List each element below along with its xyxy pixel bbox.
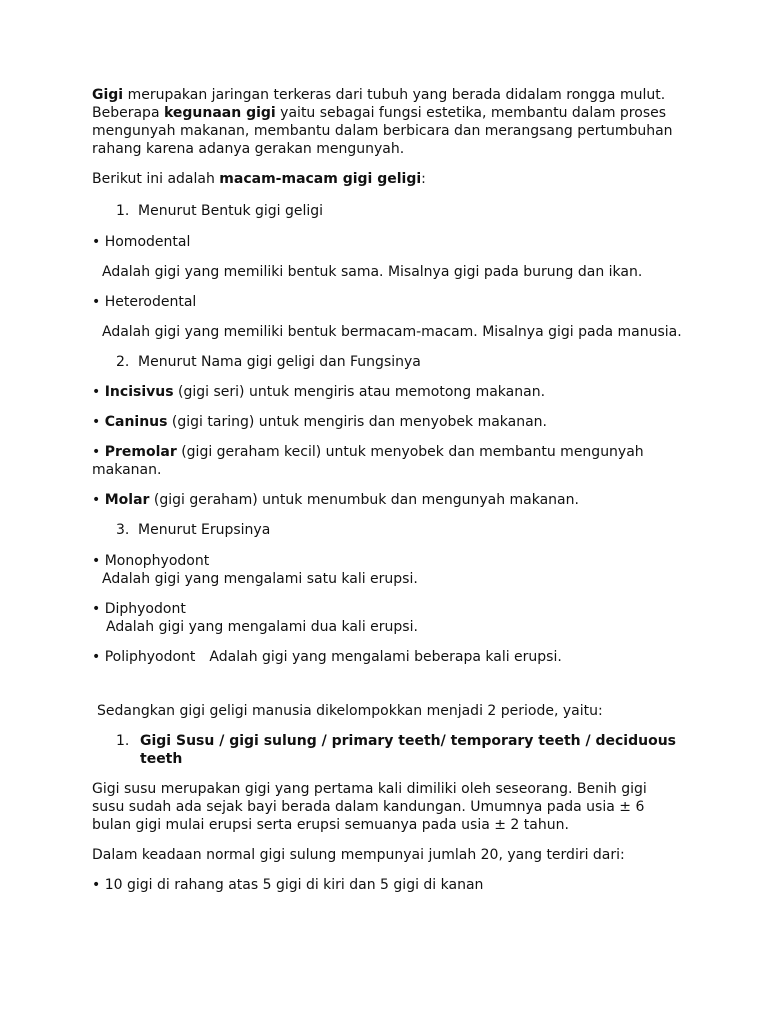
- section-1-heading: [92, 202, 682, 220]
- term-macam-gigi: macam-macam gigi geligi: [219, 171, 422, 187]
- types-intro-paragraph: [92, 170, 682, 188]
- term-caninus: Caninus: [104, 414, 168, 430]
- monophyodont-label: • Monophyodont: [92, 553, 210, 569]
- heterodental-desc-text: Adalah gigi yang memiliki bentuk bermacam-macam. Misalnya gigi pada manusia.: [102, 324, 682, 340]
- list-item-homodental-desc: Adalah gigi yang memiliki bentuk sama. Misalnya gigi pada burung dan ikan.: [102, 264, 643, 280]
- list-item-rahang-atas: • 10 gigi di rahang atas 5 gigi di kiri dan 5 gigi di kanan: [92, 877, 484, 893]
- poliphyodont-desc: Adalah gigi yang mengalami beberapa kali erupsi.: [209, 649, 562, 665]
- list-item-caninus: [92, 413, 682, 431]
- gigi-sulung-count-paragraph: Dalam keadaan normal gigi sulung mempunyai jumlah 20, yang terdiri dari:: [92, 847, 625, 863]
- intro-text-2: yaitu sebagai fungsi estetika, membantu dalam proses mengunyah makanan, membantu dalam berbicara dan merangsang pertumbuhan rahang karena adanya gerakan mengunyah.: [92, 105, 673, 157]
- section-3-number: 3.: [116, 522, 130, 538]
- list-item-diphyodont: [92, 600, 682, 636]
- term-molar: Molar: [104, 492, 150, 508]
- bullet: •: [92, 492, 105, 508]
- section-1-title: Menurut Bentuk gigi geligi: [138, 203, 324, 219]
- molar-desc: (gigi geraham) untuk menumbuk dan mengunyah makanan.: [149, 492, 579, 508]
- term-incisivus: Incisivus: [104, 384, 174, 400]
- intro-text-1: merupakan jaringan terkeras dari tubuh yang berada didalam rongga mulut. Beberapa: [92, 87, 666, 121]
- document-page: [92, 86, 682, 894]
- incisivus-desc: (gigi seri) untuk mengiris atau memotong makanan.: [173, 384, 546, 400]
- caninus-desc: (gigi taring) untuk mengiris dan menyobek makanan.: [167, 414, 547, 430]
- monophyodont-desc: Adalah gigi yang mengalami satu kali erupsi.: [102, 571, 418, 587]
- section-2-title: Menurut Nama gigi geligi dan Fungsinya: [138, 354, 421, 370]
- list-item-incisivus: [92, 383, 682, 401]
- list-item-molar: [92, 491, 682, 509]
- bullet: •: [92, 414, 105, 430]
- term-kegunaan-gigi: kegunaan gigi: [163, 105, 276, 121]
- list-item-heterodental-label: • Heterodental: [92, 294, 197, 310]
- premolar-desc: (gigi geraham kecil) untuk menyobek dan membantu mengunyah makanan.: [92, 444, 644, 478]
- term-premolar: Premolar: [104, 444, 177, 460]
- section-1-number: 1.: [116, 203, 130, 219]
- bullet: •: [92, 444, 105, 460]
- periods-intro-paragraph: Sedangkan gigi geligi manusia dikelompokkan menjadi 2 periode, yaitu:: [97, 703, 603, 719]
- list-item-poliphyodont: [92, 648, 682, 666]
- section-3-heading: [92, 521, 682, 539]
- types-intro-text: Berikut ini adalah: [92, 171, 220, 187]
- gigi-susu-paragraph: Gigi susu merupakan gigi yang pertama kali dimiliki oleh seseorang. Benih gigi susu sudah ada sejak bayi berada dalam kandungan. Umumnya pada usia ± 6 bulan gigi mulai erupsi serta erupsi semuanya pada usia ± 2 tahun.: [92, 781, 647, 833]
- section-4-number: 1.: [116, 733, 130, 749]
- section-2-heading: [92, 353, 682, 371]
- diphyodont-desc: Adalah gigi yang mengalami dua kali erupsi.: [106, 619, 418, 635]
- section-2-number: 2.: [116, 354, 130, 370]
- poliphyodont-label: • Poliphyodont: [92, 649, 196, 665]
- list-item-monophyodont: [92, 552, 682, 588]
- section-3-title: Menurut Erupsinya: [138, 522, 271, 538]
- types-intro-colon: :: [421, 171, 426, 187]
- list-item-homodental-label: • Homodental: [92, 234, 191, 250]
- term-gigi: Gigi: [92, 87, 124, 103]
- diphyodont-label: • Diphyodont: [92, 601, 186, 617]
- list-item-premolar: [92, 443, 682, 479]
- section-4-title: Gigi Susu / gigi sulung / primary teeth/ temporary teeth / deciduous teeth: [140, 733, 677, 767]
- list-item-heterodental-desc: [92, 323, 682, 341]
- section-4-heading: [92, 732, 682, 768]
- intro-paragraph: [92, 86, 682, 158]
- bullet: •: [92, 384, 105, 400]
